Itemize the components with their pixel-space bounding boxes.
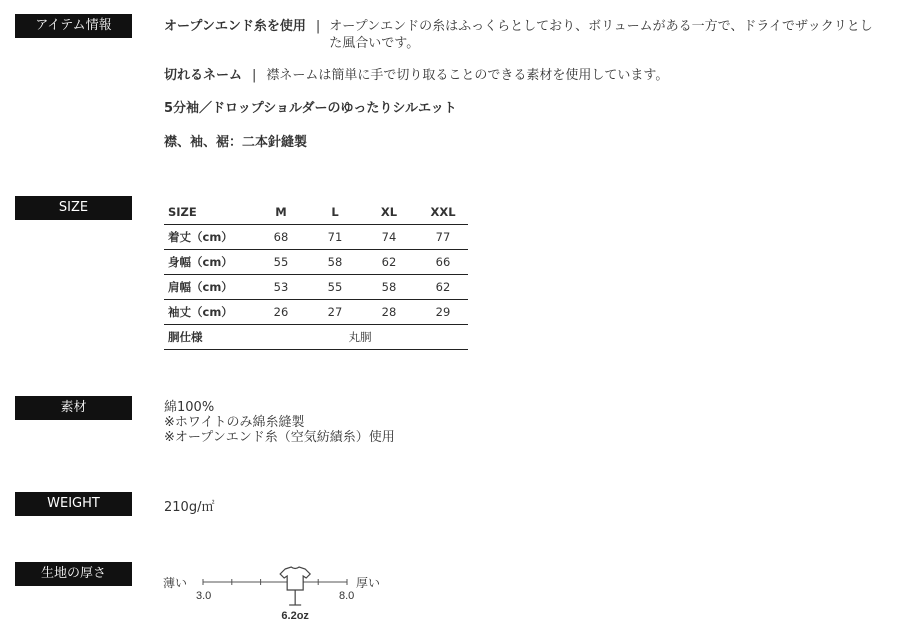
row-label: 胴仕様: [164, 325, 252, 350]
table-cell: 71: [310, 225, 360, 250]
header-cell: XXL: [430, 205, 456, 219]
feature-silhouette: 5分袖／ドロップショルダーのゆったりシルエット: [164, 101, 457, 116]
feature-heading: オープンエンド糸を使用: [164, 19, 306, 34]
tshirt-icon: [280, 567, 310, 590]
header-cell: XL: [380, 205, 398, 219]
scale-min-label: 3.0: [196, 590, 212, 602]
feature-heading: 切れるネーム: [164, 68, 243, 83]
section-label-weight: WEIGHT: [15, 492, 132, 516]
separator: |: [252, 68, 257, 83]
thin-label: 薄い: [163, 576, 188, 590]
weight-value: 210g/㎡: [164, 500, 215, 515]
feature-description: オープンエンドの糸はふっくらとしており、ボリュームがある一方で、ドライでザックリとした風合いです。: [329, 19, 873, 51]
size-table: [164, 200, 468, 350]
table-row: [164, 275, 468, 300]
size-table-header: [164, 200, 468, 225]
thick-label: 厚い: [356, 576, 381, 590]
feature-cut-name: [164, 67, 668, 84]
material-text: [164, 400, 395, 445]
row-label: 着丈（cm）: [164, 225, 252, 250]
table-cell: 53: [252, 275, 310, 300]
material-line: ※オープンエンド糸（空気紡績糸）使用: [164, 430, 395, 445]
table-cell: 55: [310, 275, 360, 300]
thickness-marker: [280, 567, 310, 622]
table-row: [164, 225, 468, 250]
table-cell: 29: [418, 300, 468, 325]
table-cell: 58: [310, 250, 360, 275]
header-cell: SIZE: [168, 205, 197, 219]
table-cell: 58: [360, 275, 418, 300]
table-cell: 28: [360, 300, 418, 325]
table-cell: 77: [418, 225, 468, 250]
table-cell: 丸胴: [252, 325, 468, 350]
section-label-thickness: 生地の厚さ: [15, 562, 132, 586]
row-label: 肩幅（cm）: [164, 275, 252, 300]
table-cell: 62: [418, 275, 468, 300]
feature-sewing: 襟、袖、裾：二本針縫製: [164, 135, 308, 150]
section-label-item-info: アイテム情報: [15, 14, 132, 38]
section-label-size: SIZE: [15, 196, 132, 220]
header-cell: L: [331, 205, 339, 219]
row-label: 身幅（cm）: [164, 250, 252, 275]
material-line: ※ホワイトのみ綿糸縫製: [164, 415, 305, 430]
table-cell: 62: [360, 250, 418, 275]
row-label: 袖丈（cm）: [164, 300, 252, 325]
table-cell: 26: [252, 300, 310, 325]
feature-description: 襟ネームは簡単に手で切り取ることのできる素材を使用しています。: [266, 68, 669, 83]
table-cell: 68: [252, 225, 310, 250]
table-cell: 66: [418, 250, 468, 275]
table-row: [164, 250, 468, 275]
table-cell: 27: [310, 300, 360, 325]
table-cell: 55: [252, 250, 310, 275]
material-line: 綿100%: [164, 400, 215, 415]
current-thickness-label: 6.2oz: [281, 610, 309, 622]
section-label-material: 素材: [15, 396, 132, 420]
separator: |: [315, 19, 321, 34]
thickness-scale: [160, 560, 400, 630]
table-row: [164, 300, 468, 325]
table-cell: 74: [360, 225, 418, 250]
scale-max-label: 8.0: [339, 590, 355, 602]
feature-open-end-yarn: [164, 18, 884, 52]
table-row-body: [164, 325, 468, 350]
header-cell: M: [275, 205, 287, 219]
